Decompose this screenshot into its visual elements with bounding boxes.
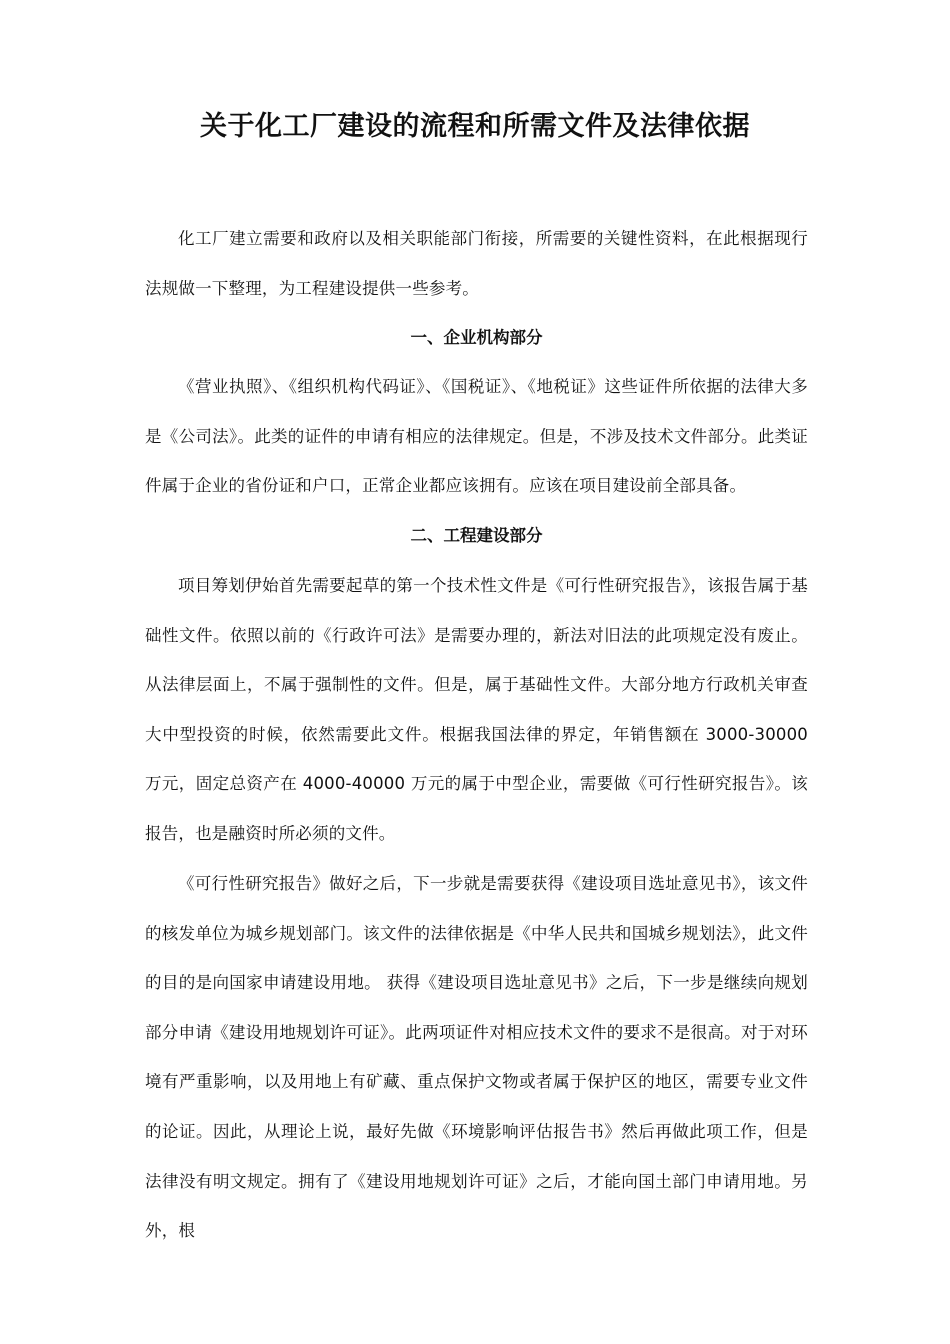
paragraph-site-selection: 《可行性研究报告》做好之后，下一步就是需要获得《建设项目选址意见书》，该文件的核发单位为城乡规划部门。该文件的法律依据是《中华人民共和国城乡规划法》，此文件的目的是向国家申请建设用地。 获得《建设项目选址意见书》之后，下一步是继续向规划部分申请《建设用地规划许可证》。此两项证件对相应技术文件的要求不是很高。对于对环境有严重影响，以及用地上有矿藏、重点保护文物或者属于保护区的地区，需要专业文件的论证。因此，从理论上说，最好先做《环境影响评估报告书》然后再做此项工作，但是法律没有明文规定。拥有了《建设用地规划许可证》之后，才能向国土部门申请用地。另外，根 xyxy=(145,874,808,1241)
paragraph-feasibility-report: 项目筹划伊始首先需要起草的第一个技术性文件是《可行性研究报告》，该报告属于基础性文件。依照以前的《行政许可法》是需要办理的，新法对旧法的此项规定没有废止。从法律层面上，不属于强制性的文件。但是，属于基础性文件。大部分地方行政机关审查大中型投资的时候，依然需要此文件。根据我国法律的界定，年销售额在 3000-30000 万元，固定总资产在 4000-40000 万元的属于中型企业，需要做《可行性研究报告》。该报告，也是融资时所必须的文件。 xyxy=(145,576,808,843)
section-heading-enterprise: 一、企业机构部分 xyxy=(410,328,543,347)
document-title: 关于化工厂建设的流程和所需文件及法律依据 xyxy=(200,111,750,142)
intro-paragraph: 化工厂建立需要和政府以及相关职能部门衔接，所需要的关键性资料，在此根据现行法规做一下整理，为工程建设提供一些参考。 xyxy=(145,229,808,298)
paragraph-enterprise-certificates: 《营业执照》、《组织机构代码证》、《国税证》、《地税证》这些证件所依据的法律大多是《公司法》。此类的证件的申请有相应的法律规定。但是，不涉及技术文件部分。此类证件属于企业的省份证和户口，正常企业都应该拥有。应该在项目建设前全部具备。 xyxy=(145,377,808,496)
section-heading-construction: 二、工程建设部分 xyxy=(410,526,543,545)
